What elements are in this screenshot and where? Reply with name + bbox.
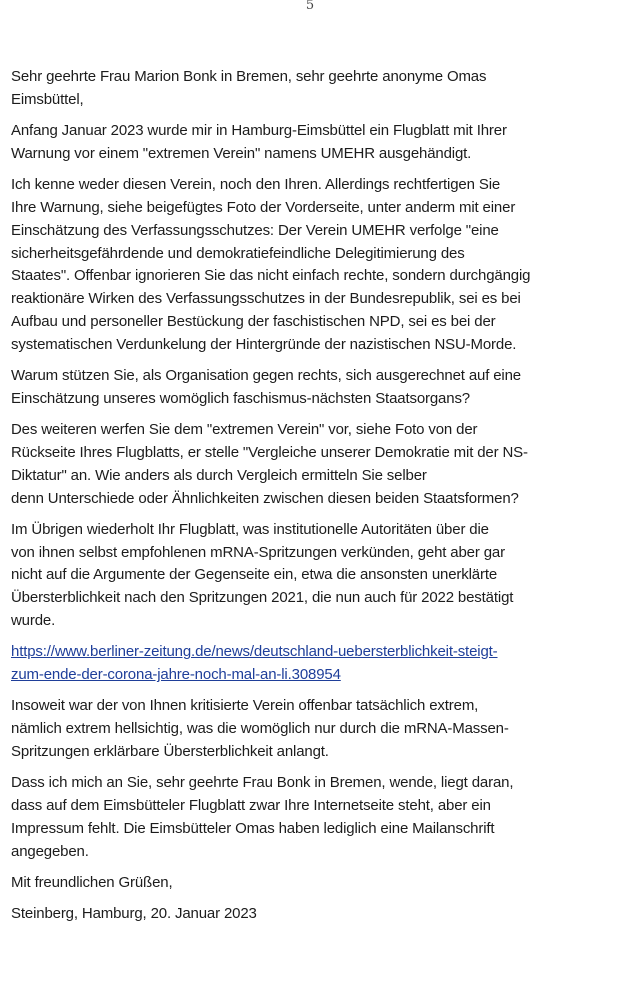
salutation (11, 66, 611, 112)
text-line: nämlich extrem hellsichtig, was die womöglich nur durch die mRNA-Massen- (11, 720, 509, 738)
text-line: Im Übrigen wiederholt Ihr Flugblatt, was institutionelle Autoritäten über die (11, 520, 489, 538)
signature-line: Steinberg, Hamburg, 20. Januar 2023 (11, 905, 257, 923)
text-line: nicht auf die Argumente der Gegenseite ein, etwa die ansonsten unerklärte (11, 566, 498, 584)
text-line: Diktatur" an. Wie anders als durch Vergleich ermitteln Sie selber (11, 466, 427, 484)
text-line: von ihnen selbst empfohlenen mRNA-Spritzungen verkünden, geht aber gar (11, 543, 505, 561)
text-line: Warnung vor einem "extremen Verein" namens UMEHR ausgehändigt. (11, 144, 472, 162)
text-line: Übersterblichkeit nach den Spritzungen 2021, die nun auch für 2022 bestätigt (11, 589, 514, 607)
berliner-zeitung-link[interactable]: https://www.berliner-zeitung.de/news/deutschland-uebersterblichkeit-steigt- (11, 643, 498, 661)
text-line: wurde. (11, 612, 56, 630)
text-line: dass auf dem Eimsbütteler Flugblatt zwar Ihre Internetseite steht, aber ein (11, 797, 491, 815)
berliner-zeitung-link-continued[interactable]: zum-ende-der-corona-jahre-noch-mal-an-li.308954 (11, 666, 341, 684)
paragraph-question (11, 365, 611, 411)
page-number: 5 (305, 0, 315, 13)
closing (11, 872, 611, 895)
text-line: reaktionäre Wirken des Verfassungsschutzes in der Bundesrepublik, sei es bei (11, 290, 521, 308)
paragraph-impressum (11, 772, 611, 863)
text-line: Warum stützen Sie, als Organisation gegen rechts, sich ausgerechnet auf eine (11, 367, 521, 385)
text-line: Einschätzung unseres womöglich faschismus-nächsten Staatsorgans? (11, 389, 470, 407)
text-line: Spritzungen erklärbare Übersterblichkeit anlangt. (11, 743, 329, 761)
paragraph-flyer-received (11, 120, 611, 166)
paragraph-comparison (11, 419, 611, 510)
paragraph-verfassungsschutz (11, 174, 611, 356)
text-line: Ihre Warnung, siehe beigefügtes Foto der Vorderseite, unter anderm mit einer (11, 198, 516, 216)
letter-body (11, 66, 611, 935)
text-line: Eimsbüttel, (11, 90, 84, 108)
paragraph-link (11, 641, 611, 687)
text-line: angegeben. (11, 842, 89, 860)
text-line: Insoweit war der von Ihnen kritisierte Verein offenbar tatsächlich extrem, (11, 697, 479, 715)
text-line: sicherheitsgefährdende und demokratiefeindliche Delegitimierung des (11, 244, 465, 262)
paragraph-extreme (11, 695, 611, 763)
text-line: Sehr geehrte Frau Marion Bonk in Bremen, sehr geehrte anonyme Omas (11, 68, 487, 85)
text-line: Ich kenne weder diesen Verein, noch den Ihren. Allerdings rechtfertigen Sie (11, 176, 501, 194)
text-line: Impressum fehlt. Die Eimsbütteler Omas haben lediglich eine Mailanschrift (11, 819, 495, 837)
text-line: Rückseite Ihres Flugblatts, er stelle "Vergleiche unserer Demokratie mit der NS- (11, 443, 528, 461)
paragraph-mrna (11, 519, 611, 633)
text-line: systematischen Verdunkelung der Hintergründe der nazistischen NSU-Morde. (11, 335, 517, 353)
text-line: Dass ich mich an Sie, sehr geehrte Frau Bonk in Bremen, wende, liegt daran, (11, 774, 514, 792)
text-line: Anfang Januar 2023 wurde mir in Hamburg-Eimsbüttel ein Flugblatt mit Ihrer (11, 122, 507, 140)
text-line: denn Unterschiede oder Ähnlichkeiten zwischen diesen beiden Staatsformen? (11, 489, 519, 507)
text-line: Einschätzung des Verfassungsschutzes: Der Verein UMEHR verfolge "eine (11, 221, 499, 239)
text-line: Des weiteren werfen Sie dem "extremen Verein" vor, siehe Foto von der (11, 421, 478, 439)
signature (11, 903, 611, 926)
text-line: Staates". Offenbar ignorieren Sie das nicht einfach rechte, sondern durchgängig (11, 267, 531, 285)
text-line: Aufbau und personeller Bestückung der faschistischen NPD, sei es bei der (11, 312, 496, 330)
closing-line: Mit freundlichen Grüßen, (11, 874, 173, 891)
